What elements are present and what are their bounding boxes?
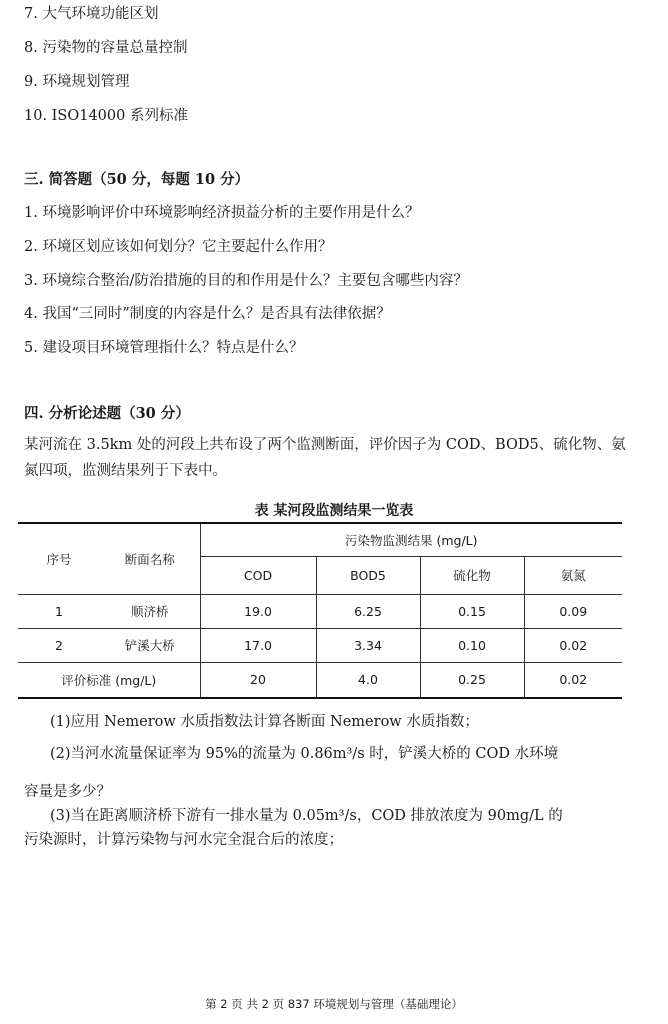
row-bod5: 3.34	[316, 628, 420, 662]
row-ammonia: 0.02	[524, 628, 622, 662]
sub-question-3-line-1: (3)当在距离顺济桥下游有一排水量为 0.05m³/s，COD 排放浓度为 90mg/L 的	[50, 808, 563, 824]
sub-question-3-line-2: 污染源时，计算污染物与河水完全混合后的浓度；	[24, 832, 343, 848]
section3-heading: 三. 简答题（50 分，每题 10 分）	[24, 171, 250, 188]
row-name: 顺济桥	[100, 594, 200, 628]
standard-cod: 20	[200, 662, 316, 698]
page-footer: 第 2 页 共 2 页 837 环境规划与管理（基础理论）	[205, 997, 463, 1011]
standard-label: 评价标准 (mg/L)	[18, 662, 200, 698]
row-no: 2	[18, 628, 100, 662]
row-cod: 19.0	[200, 594, 316, 628]
sub-question-2-line-1: (2)当河水流量保证率为 95%的流量为 0.86m³/s 时，铲溪大桥的 COD 水环境	[50, 746, 559, 762]
row-sulfide: 0.15	[420, 594, 524, 628]
section4-heading: 四. 分析论述题（30 分）	[24, 405, 190, 422]
standard-bod5: 4.0	[316, 662, 420, 698]
list-item-7: 7. 大气环境功能区划	[24, 6, 159, 22]
row-bod5: 6.25	[316, 594, 420, 628]
section3-question-1: 1. 环境影响评价中环境影响经济损益分析的主要作用是什么？	[24, 205, 420, 221]
standard-sulfide: 0.25	[420, 662, 524, 698]
standard-ammonia: 0.02	[524, 662, 622, 698]
header-cod: COD	[200, 556, 316, 594]
header-no: 序号	[18, 523, 100, 594]
sub-question-2-line-2: 容量是多少？	[24, 784, 111, 800]
header-section-name: 断面名称	[100, 523, 200, 594]
section4-intro: 某河流在 3.5km 处的河段上共布设了两个监测断面，评价因子为 COD、BOD5、硫化物、氨氮四项，监测结果列于下表中。	[24, 437, 626, 479]
row-cod: 17.0	[200, 628, 316, 662]
header-sulfide: 硫化物	[420, 556, 524, 594]
header-bod5: BOD5	[316, 556, 420, 594]
list-item-9: 9. 环境规划管理	[24, 74, 130, 90]
row-ammonia: 0.09	[524, 594, 622, 628]
table-row-standard	[18, 662, 622, 698]
list-item-8: 8. 污染物的容量总量控制	[24, 40, 188, 56]
table-row	[18, 594, 622, 628]
row-name: 铲溪大桥	[100, 628, 200, 662]
section3-question-2: 2. 环境区划应该如何划分？它主要起什么作用？	[24, 239, 333, 255]
row-no: 1	[18, 594, 100, 628]
table-caption: 表 某河段监测结果一览表	[254, 503, 414, 519]
section3-question-3: 3. 环境综合整治/防治措施的目的和作用是什么？主要包含哪些内容？	[24, 273, 468, 289]
row-sulfide: 0.10	[420, 628, 524, 662]
monitoring-table	[18, 522, 622, 699]
section3-question-5: 5. 建设项目环境管理指什么？特点是什么？	[24, 340, 304, 356]
table-row	[18, 628, 622, 662]
list-item-10: 10. ISO14000 系列标准	[24, 108, 188, 124]
sub-question-1: (1)应用 Nemerow 水质指数法计算各断面 Nemerow 水质指数；	[50, 714, 479, 730]
header-ammonia: 氨氮	[524, 556, 622, 594]
section3-question-4: 4. 我国“三同时”制度的内容是什么？是否具有法律依据？	[24, 306, 391, 322]
header-pollutant-group: 污染物监测结果 (mg/L)	[200, 523, 622, 556]
